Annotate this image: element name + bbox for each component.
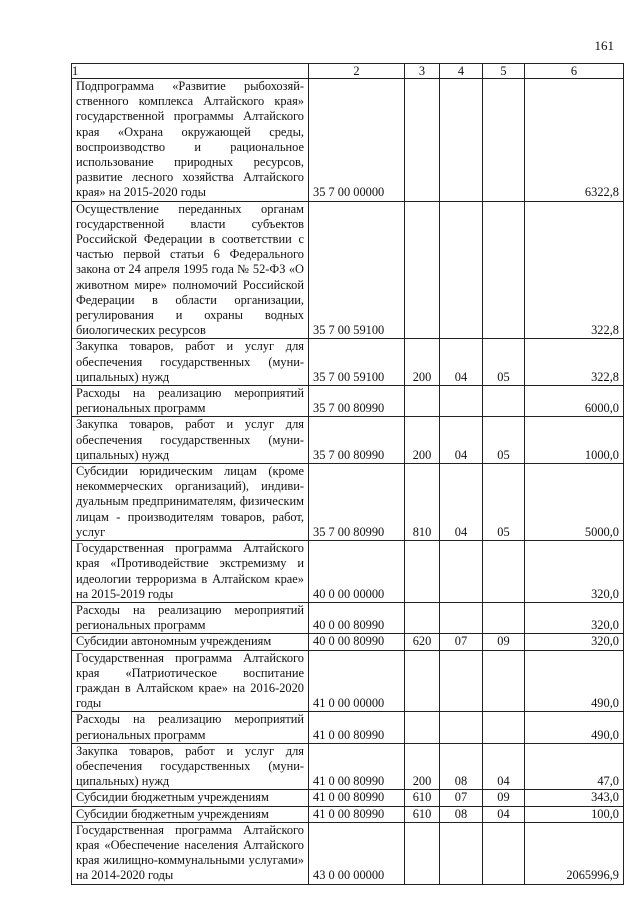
table-row xyxy=(72,339,624,386)
table-row xyxy=(72,79,624,202)
cell-subsection: 04 xyxy=(483,806,525,822)
cell-expense-type: 200 xyxy=(405,339,440,386)
cell-amount: 322,8 xyxy=(525,201,624,339)
cell-amount: 320,0 xyxy=(525,634,624,650)
cell-target-code: 40 0 00 00000 xyxy=(309,541,405,603)
cell-subsection: 09 xyxy=(483,790,525,806)
header-col-2: 2 xyxy=(309,64,405,79)
cell-expense-type xyxy=(405,712,440,743)
cell-expense-type xyxy=(405,79,440,202)
cell-expense-type: 200 xyxy=(405,417,440,464)
cell-target-code: 35 7 00 80990 xyxy=(309,464,405,541)
cell-section: 07 xyxy=(440,790,483,806)
cell-subsection: 05 xyxy=(483,417,525,464)
cell-name: Субсидии автономным учреждениям xyxy=(72,634,309,650)
cell-amount: 6322,8 xyxy=(525,79,624,202)
cell-target-code: 41 0 00 00000 xyxy=(309,650,405,712)
cell-subsection xyxy=(483,712,525,743)
table-row xyxy=(72,201,624,339)
table-row xyxy=(72,712,624,743)
cell-name: Субсидии бюджетным учреждениям xyxy=(72,806,309,822)
cell-subsection xyxy=(483,386,525,417)
cell-subsection xyxy=(483,79,525,202)
table-row xyxy=(72,822,624,884)
header-col-1: 1 xyxy=(72,64,309,79)
cell-subsection: 05 xyxy=(483,339,525,386)
cell-name: Закупка товаров, работ и услуг для обеспечения государственных (муниципальных) нужд xyxy=(72,743,309,790)
cell-subsection xyxy=(483,201,525,339)
cell-target-code: 35 7 00 59100 xyxy=(309,339,405,386)
cell-expense-type xyxy=(405,822,440,884)
cell-target-code: 35 7 00 80990 xyxy=(309,417,405,464)
table-row xyxy=(72,417,624,464)
cell-amount: 320,0 xyxy=(525,541,624,603)
cell-name: Государственная программа Алтайского края «Обеспечение населения Алтайского края жилищно-коммунальными услугами» на 2014-2020 годы xyxy=(72,822,309,884)
cell-section: 07 xyxy=(440,634,483,650)
cell-section: 08 xyxy=(440,806,483,822)
table-row xyxy=(72,806,624,822)
cell-name: Расходы на реализацию мероприятий региональных программ xyxy=(72,602,309,633)
cell-section: 04 xyxy=(440,417,483,464)
cell-target-code: 41 0 00 80990 xyxy=(309,712,405,743)
cell-name: Субсидии бюджетным учреждениям xyxy=(72,790,309,806)
header-col-5: 5 xyxy=(483,64,525,79)
table-row xyxy=(72,464,624,541)
cell-amount: 5000,0 xyxy=(525,464,624,541)
cell-subsection xyxy=(483,650,525,712)
cell-amount: 2065996,9 xyxy=(525,822,624,884)
cell-subsection: 05 xyxy=(483,464,525,541)
cell-name: Расходы на реализацию мероприятий региональных программ xyxy=(72,386,309,417)
cell-amount: 343,0 xyxy=(525,790,624,806)
cell-subsection xyxy=(483,602,525,633)
cell-name: Государственная программа Алтайского края «Патриотическое воспитание граждан в Алтайском крае» на 2016-2020 годы xyxy=(72,650,309,712)
cell-section xyxy=(440,822,483,884)
cell-target-code: 40 0 00 80990 xyxy=(309,602,405,633)
cell-target-code: 35 7 00 80990 xyxy=(309,386,405,417)
cell-amount: 47,0 xyxy=(525,743,624,790)
cell-section: 04 xyxy=(440,464,483,541)
cell-target-code: 41 0 00 80990 xyxy=(309,743,405,790)
cell-subsection: 04 xyxy=(483,743,525,790)
table-row xyxy=(72,602,624,633)
cell-target-code: 43 0 00 00000 xyxy=(309,822,405,884)
cell-section: 04 xyxy=(440,339,483,386)
table-row xyxy=(72,790,624,806)
cell-name: Государственная программа Алтайского края «Противодействие экстремизму и идеологии терроризма в Алтайском крае» на 2015-2019 годы xyxy=(72,541,309,603)
cell-expense-type: 810 xyxy=(405,464,440,541)
table-row xyxy=(72,634,624,650)
cell-expense-type xyxy=(405,650,440,712)
cell-section: 08 xyxy=(440,743,483,790)
cell-name: Субсидии юридическим лицам (кроме некоммерческих организаций), индивидуальным предпринимателям, физическим лицам - производителям товаров, работ, услуг xyxy=(72,464,309,541)
cell-name: Осуществление переданных органам государственной власти субъектов Российской Федерации в соответствии с частью первой статьи 6 Федерального закона от 24 апреля 1995 года № 52-ФЗ «О животном мире» полномочий Российской Федерации в области организации, регулирования и охраны водных биологических ресурсов xyxy=(72,201,309,339)
table-header-row xyxy=(72,64,624,79)
cell-name: Закупка товаров, работ и услуг для обеспечения государственных (муниципальных) нужд xyxy=(72,417,309,464)
cell-name: Расходы на реализацию мероприятий региональных программ xyxy=(72,712,309,743)
table-body xyxy=(72,79,624,885)
cell-section xyxy=(440,201,483,339)
cell-amount: 100,0 xyxy=(525,806,624,822)
table-row xyxy=(72,541,624,603)
cell-section xyxy=(440,541,483,603)
cell-expense-type xyxy=(405,602,440,633)
cell-target-code: 40 0 00 80990 xyxy=(309,634,405,650)
cell-subsection xyxy=(483,541,525,603)
cell-expense-type: 200 xyxy=(405,743,440,790)
cell-amount: 320,0 xyxy=(525,602,624,633)
cell-subsection xyxy=(483,822,525,884)
cell-subsection: 09 xyxy=(483,634,525,650)
header-col-6: 6 xyxy=(525,64,624,79)
table-row xyxy=(72,386,624,417)
cell-target-code: 35 7 00 00000 xyxy=(309,79,405,202)
cell-target-code: 35 7 00 59100 xyxy=(309,201,405,339)
cell-expense-type xyxy=(405,386,440,417)
cell-target-code: 41 0 00 80990 xyxy=(309,806,405,822)
header-col-3: 3 xyxy=(405,64,440,79)
cell-section xyxy=(440,79,483,202)
cell-expense-type: 610 xyxy=(405,790,440,806)
cell-name: Подпрограмма «Развитие рыбохозяйственного комплекса Алтайского края» государственной программы Алтайского края «Охрана окружающей среды, воспроизводство и рациональное использование природных ресурсов, развитие лесного хозяйства Алтайского края» на 2015-2020 годы xyxy=(72,79,309,202)
cell-expense-type xyxy=(405,201,440,339)
table-row xyxy=(72,743,624,790)
cell-section xyxy=(440,602,483,633)
cell-amount: 490,0 xyxy=(525,712,624,743)
cell-amount: 6000,0 xyxy=(525,386,624,417)
header-col-4: 4 xyxy=(440,64,483,79)
table-row xyxy=(72,650,624,712)
cell-target-code: 41 0 00 80990 xyxy=(309,790,405,806)
cell-name: Закупка товаров, работ и услуг для обеспечения государственных (муниципальных) нужд xyxy=(72,339,309,386)
cell-amount: 1000,0 xyxy=(525,417,624,464)
cell-expense-type: 620 xyxy=(405,634,440,650)
cell-section xyxy=(440,712,483,743)
page-number: 161 xyxy=(594,38,614,53)
cell-amount: 322,8 xyxy=(525,339,624,386)
cell-expense-type xyxy=(405,541,440,603)
cell-expense-type: 610 xyxy=(405,806,440,822)
cell-section xyxy=(440,650,483,712)
cell-amount: 490,0 xyxy=(525,650,624,712)
budget-table xyxy=(71,63,624,885)
cell-section xyxy=(440,386,483,417)
